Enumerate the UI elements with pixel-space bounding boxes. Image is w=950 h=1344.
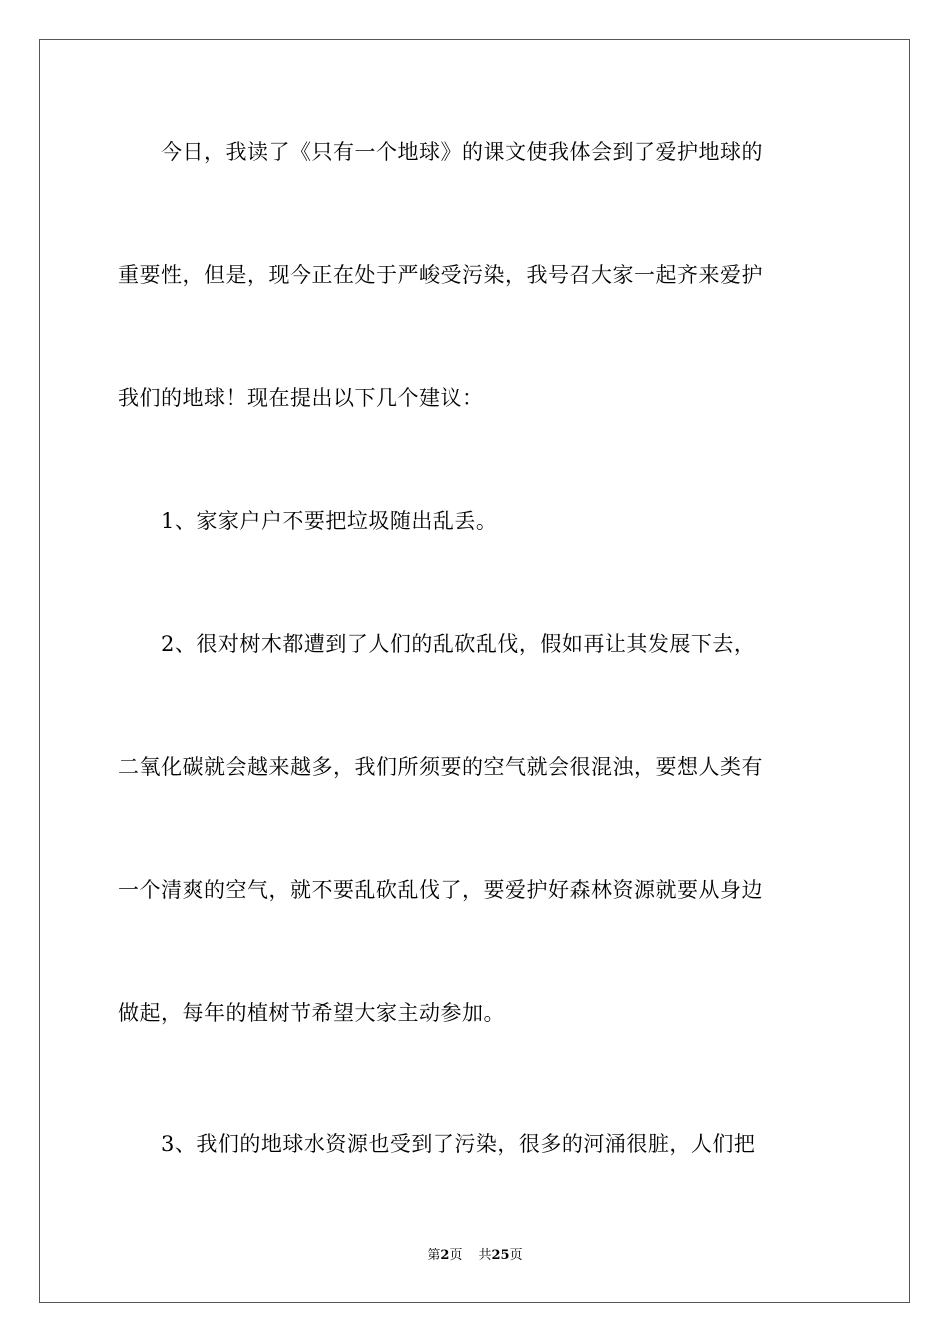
page-border bbox=[39, 39, 910, 1303]
paragraph-line: 今日，我读了《只有一个地球》的课文使我体会到了爱护地球的 bbox=[161, 140, 763, 164]
paragraph-line: 二氧化碳就会越来越多，我们所须要的空气就会很混浊，要想人类有 bbox=[118, 755, 763, 779]
page-footer bbox=[0, 1247, 950, 1265]
page-number: 2 bbox=[440, 1248, 450, 1263]
page-prefix: 第 bbox=[427, 1248, 441, 1263]
paragraph-line: 重要性，但是，现今正在处于严峻受污染，我号召大家一起齐来爱护 bbox=[118, 263, 763, 287]
paragraph-line: 我们的地球！现在提出以下几个建议： bbox=[118, 386, 484, 410]
paragraph-line: 一个清爽的空气，就不要乱砍乱伐了，要爱护好森林资源就要从身边 bbox=[118, 878, 763, 902]
total-pages: 25 bbox=[491, 1248, 510, 1263]
paragraph-line: 2、很对树木都遭到了人们的乱砍乱伐，假如再让其发展下去， bbox=[161, 632, 756, 656]
page-suffix: 页 bbox=[449, 1248, 463, 1263]
paragraph-line: 做起，每年的植树节希望大家主动参加。 bbox=[118, 1001, 505, 1025]
total-suffix: 页 bbox=[509, 1248, 523, 1263]
paragraph-line: 3、我们的地球水资源也受到了污染，很多的河涌很脏，人们把 bbox=[161, 1132, 756, 1156]
total-prefix: 共 bbox=[478, 1248, 492, 1263]
paragraph-line: 1、家家户户不要把垃圾随出乱丢。 bbox=[161, 509, 498, 533]
